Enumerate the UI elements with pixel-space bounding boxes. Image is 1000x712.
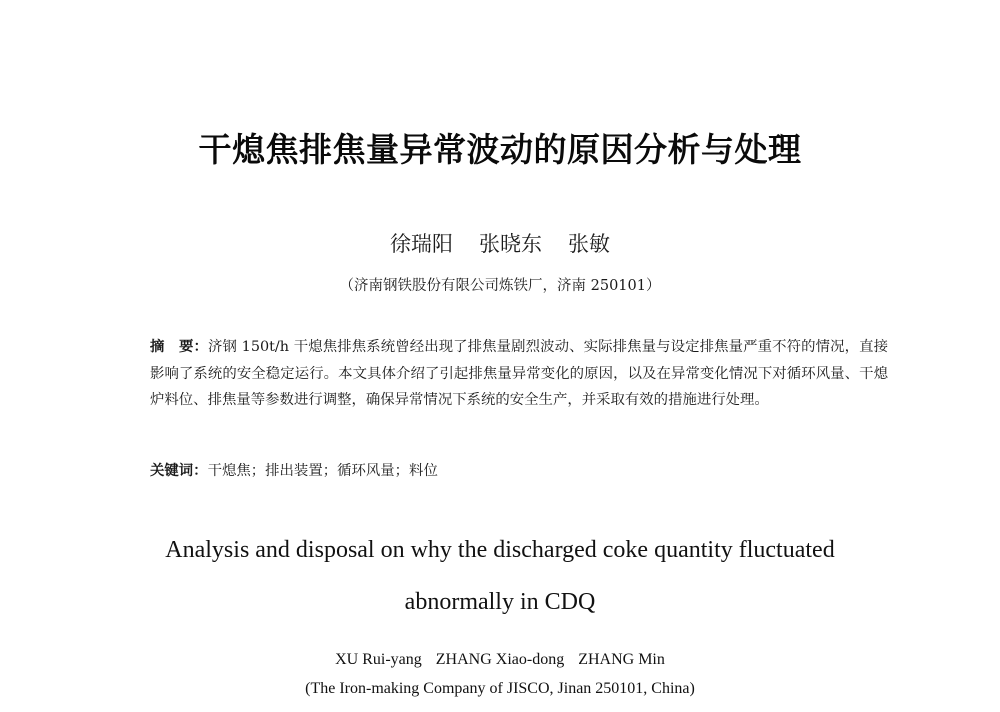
title-english xyxy=(0,524,1000,628)
abstract-text: 济钢 150t/h 干熄焦排焦系统曾经出现了排焦量剧烈波动、实际排焦量与设定排焦量严重不符的情况，直接影响了系统的安全稳定运行。本文具体介绍了引起排焦量异常变化的原因，以及在异常变化情况下对循环风量、干熄炉料位、排焦量等参数进行调整，确保异常情况下系统的安全生产，并采取有效的措施进行处理。 xyxy=(150,339,888,409)
keywords-label: 关键词： xyxy=(150,463,208,479)
author-cn-1: 徐瑞阳 xyxy=(390,232,453,256)
author-en-2: ZHANG Xiao-dong xyxy=(435,651,565,668)
abstract-chinese xyxy=(150,334,888,414)
authors-chinese xyxy=(0,228,1000,258)
authors-english xyxy=(0,651,1000,669)
author-en-1: XU Rui-yang xyxy=(335,651,422,668)
affiliation-english: (The Iron-making Company of JISCO, Jinan 250101, China) xyxy=(305,680,695,697)
author-cn-2: 张晓东 xyxy=(479,232,542,256)
affiliation-chinese: （济南钢铁股份有限公司炼铁厂，济南 250101） xyxy=(339,278,661,294)
title-chinese: 干熄焦排焦量异常波动的原因分析与处理 xyxy=(198,130,802,169)
title-english-line-2: abnormally in CDQ xyxy=(404,589,596,615)
author-cn-3: 张敏 xyxy=(568,232,610,256)
keywords-text: 干熄焦；排出装置；循环风量；料位 xyxy=(207,463,438,479)
title-english-line-1: Analysis and disposal on why the discharged coke quantity fluctuated xyxy=(165,537,835,563)
author-en-3: ZHANG Min xyxy=(578,651,665,668)
keywords-chinese xyxy=(150,459,438,480)
abstract-label: 摘 要： xyxy=(150,339,208,355)
